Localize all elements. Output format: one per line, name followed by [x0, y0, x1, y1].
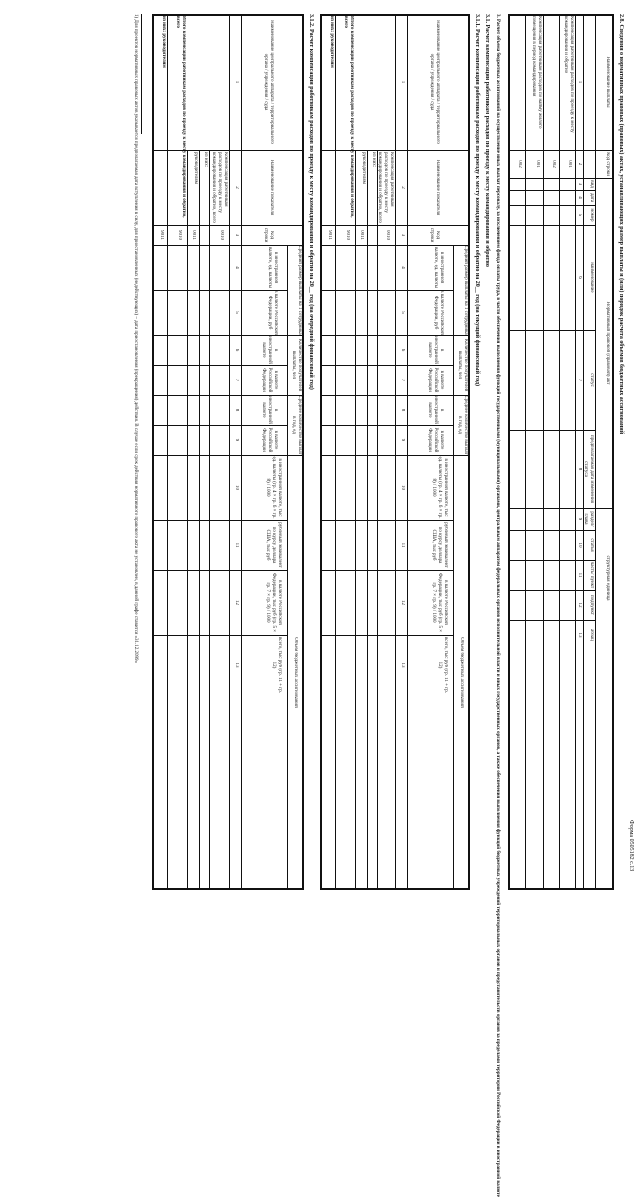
- t1-h-vid: вид: [589, 180, 594, 188]
- t3-h-foreign: в иностранной валюте: [261, 336, 278, 364]
- t2-header-cnt: Количество получателей выплаты, чел: [457, 338, 468, 392]
- t3-col-9: 9: [234, 438, 239, 442]
- t3-h-rub: в валюте Российской Федерации, руб: [267, 290, 278, 335]
- form-number: Форма 0505182 с.13: [628, 820, 634, 872]
- t2-h-usd: в иностранной валюте, тыс ед. валюты (гр. 4 × гр. 6 × гр. 8) / 1000: [431, 456, 448, 519]
- t1-col-1: 1: [577, 80, 582, 84]
- t1-col-8: 8: [577, 467, 582, 471]
- t2-h-cur: в иностранной валюте, ед. валюты: [433, 246, 444, 289]
- t2-col-8: 8: [400, 408, 405, 412]
- t3-row-heads-code: 0011: [191, 230, 196, 240]
- t2-row-total-name: Компенсация работникам расходов по проезду к месту командирования и обратно, всего: [377, 152, 394, 223]
- section-2-8-title: 2.8. Сведения о нормативных правовых (правовых) актах, устанавливающих размер выплаты и (или) порядок расчета объемов бюджетных ассигнований: [618, 14, 624, 435]
- footnote: 1) Для проектов нормативных правовых актов указывается предполагаемая дата вступления в силу, для приостановленных (недействующих) – дата приостановления (прекращения) действия. В случае если срок действия нормативного правового акта не установлен, в данной графе ставится «31.12.2099»: [133, 14, 138, 664]
- t1-row-1-name: Компенсация работникам расходов по проезду к месту командирования и обратно: [563, 16, 574, 133]
- t1-col-10: 10: [577, 542, 582, 548]
- t2-col-12: 12: [400, 600, 405, 605]
- t3-col-6: 6: [234, 348, 239, 352]
- t2-header-qty: Среднее количество выплат в год, ед: [457, 395, 468, 455]
- t3-h-usd: в иностранной валюте, тыс ед. валюты (гр. 4 × гр. 6 × гр. 8) / 1000: [265, 456, 282, 519]
- t2-col-3: 3: [400, 233, 405, 237]
- t2-col-9: 9: [400, 438, 405, 442]
- t3-col-7: 7: [234, 378, 239, 382]
- t1-row-4-code: 002: [517, 160, 522, 168]
- t1-h-section: раздел/ глава: [583, 511, 594, 527]
- t1-col-12: 12: [577, 602, 582, 608]
- t1-h-part: часть/ пункт: [589, 561, 594, 589]
- t3-header-avg: Средний размер выплаты на 1 сотрудника: [297, 245, 302, 335]
- t3-row-ofwhich: из них:: [203, 152, 208, 168]
- t1-col-9: 9: [577, 517, 582, 521]
- t3-row-itogo-heads-name: из них: руководителям: [161, 16, 166, 68]
- t1-h-change: предполагаемая дата изменения статуса: [583, 435, 594, 503]
- t1-col-6: 6: [577, 276, 582, 279]
- t1-row-3-code: 001: [535, 160, 540, 168]
- section-3-1-1-title: 3.1.1. Расчет компенсации работникам расходов по проезду к месту командирования и обратно на 20__ год (на текущий финансовый год): [474, 14, 480, 386]
- t3-header-vol: Объем бюджетных ассигнований: [293, 637, 298, 708]
- t3-header-org: Наименование центрального аппарата / территориального органа / учреждения / суда: [263, 20, 274, 144]
- t2-header-code: Код строки: [429, 227, 440, 243]
- t1-row-2-code: 002: [551, 160, 556, 168]
- t3-h-rubeq: рублевый эквивалент по курсу доллара США, тыс руб: [265, 522, 282, 568]
- t1-header-code: Код строки: [605, 152, 610, 176]
- t1-col-13: 13: [577, 632, 582, 638]
- t1-col-4: 4: [577, 196, 582, 199]
- t2-col-4: 4: [400, 266, 405, 269]
- t2-col-1: 1: [400, 80, 405, 84]
- t2-header-name: Наименование показателя: [435, 159, 440, 216]
- t3-header-code: Код строки: [263, 227, 274, 243]
- t2-col-5: 5: [400, 311, 405, 314]
- t2-header-avg: Средний размер выплаты на 1 сотрудника: [463, 245, 468, 335]
- t2-row-heads-name: руководителям: [361, 152, 366, 184]
- t3-col-11: 11: [234, 542, 239, 548]
- t1-header-struct: структурная единица: [605, 555, 610, 601]
- t3-h-qty-rf: в валюте Российской Федерации: [261, 427, 278, 453]
- t2-col-11: 11: [400, 542, 405, 548]
- t3-h-rfvol: в валюте Российской Федерации, тыс руб (гр. 5 × гр. 7 × гр. 9) / 1000: [265, 572, 282, 633]
- t3-col-2: 2: [234, 186, 239, 189]
- t1-col-2: 2: [577, 162, 582, 166]
- t2-row-heads-code: 0011: [359, 230, 364, 240]
- t2-h-foreign: в иностранной валюте: [427, 336, 444, 364]
- t3-col-5: 5: [234, 311, 239, 314]
- t1-h-num: номер: [589, 208, 594, 222]
- t1-col-7: 7: [577, 378, 582, 382]
- section-3-1-2-title: 3.1.2. Расчет компенсации работникам расходов по проезду к месту командирования и обратно на 20__ год (на очередной финансовый год): [308, 14, 314, 390]
- t3-header-cnt: Количество получателей выплаты, чел: [291, 338, 302, 392]
- t1-col-11: 11: [577, 572, 582, 578]
- t1-header-act: Нормативный правовой (правовой) акт: [605, 301, 610, 385]
- t3-row-itogo-code: 9010: [177, 230, 182, 240]
- t2-row-itogo-heads-name: из них: руководителям: [329, 16, 334, 68]
- t3-col-4: 4: [234, 266, 239, 269]
- t3-h-rf: в валюте Российской Федерации: [261, 367, 278, 393]
- t2-h-rfvol: в валюте Российской Федерации, тыс руб (гр. 5 × гр. 7 × гр. 9) / 1000: [431, 572, 448, 633]
- t1-row-3-name: Компенсация работникам расходов по найму жилого помещения в период командирования: [531, 16, 542, 129]
- t3-col-3: 3: [234, 233, 239, 237]
- t2-row-itogo-name: Итого компенсации работникам расходов по проезду к месту командирования и обратно, всего: [343, 16, 354, 218]
- t3-col-13: 13: [234, 662, 239, 668]
- t1-h-title: наименование: [589, 262, 594, 293]
- t2-h-qty-foreign: в иностранной валюте: [427, 396, 444, 424]
- t2-h-total: всего, тыс руб (гр. 11 + гр. 12): [437, 636, 448, 694]
- t1-header-name: Наименование выплаты: [605, 56, 610, 108]
- t3-row-itogo-name: Итого компенсации работникам расходов по проезду к месту командирования и обратно, всего: [175, 16, 186, 218]
- t3-row-heads-name: руководителям: [193, 152, 198, 184]
- t1-h-sub: подпункт: [589, 595, 594, 615]
- t2-header-vol: Объем бюджетных ассигнований: [459, 637, 464, 708]
- t1-h-abz: абзац: [589, 629, 594, 641]
- t2-col-6: 6: [400, 348, 405, 352]
- t1-row-1-code: 001: [567, 160, 572, 168]
- t3-col-1: 1: [234, 80, 239, 84]
- t2-h-qty-rf: в валюте Российской Федерации: [427, 427, 444, 453]
- t1-h-article: статья: [589, 538, 594, 552]
- t3-h-total: всего, тыс руб (гр. 11 + гр. 12): [271, 636, 282, 694]
- t3-h-qty-foreign: в иностранной валюте: [261, 396, 278, 424]
- t2-h-rf: в валюте Российской Федерации: [427, 367, 444, 393]
- t3-row-itogo-heads-code: 9011: [159, 230, 164, 240]
- t2-col-13: 13: [400, 662, 405, 668]
- t3-col-8: 8: [234, 408, 239, 412]
- t1-col-3: 3: [577, 182, 582, 186]
- t3-col-12: 12: [234, 600, 239, 605]
- t2-header-org: Наименование центрального аппарата / территориального органа / учреждения / суда: [429, 20, 440, 144]
- t2-col-10: 10: [400, 485, 405, 490]
- t1-h-date: дата: [589, 192, 594, 203]
- t2-col-7: 7: [400, 378, 405, 382]
- t2-row-total-code: 0010: [385, 230, 390, 240]
- t3-header-qty: Среднее количество выплат в год, ед: [291, 395, 302, 455]
- table-acts: [508, 14, 614, 890]
- t2-row-ofwhich: из них:: [371, 152, 376, 168]
- t3-header-name: Наименование показателя: [269, 159, 274, 216]
- t2-col-2: 2: [400, 186, 405, 189]
- section-3-title: 3. Расчет объема бюджетных ассигнований на осуществление иных выплат персоналу, за исключением фонда оплаты труда, в части обеспечения выполнения функций государственными (муниципальными) органами, центральным аппаратом федеральных органов исполнительной власти и иных государственных органов, а также обеспечения выполнения функций бюджетных учреждений территориальных органов и представительств органов за пределами территории Российской Федерации в иностранной валюте: [495, 14, 500, 1197]
- t3-col-10: 10: [234, 485, 239, 490]
- t2-h-rub: в валюте Российской Федерации, руб: [433, 290, 444, 335]
- t2-h-rubeq: рублевый эквивалент по курсу доллара США, тыс руб: [431, 522, 448, 568]
- t3-row-total-name: Компенсация работникам расходов по проезду к месту командирования и обратно, всего: [211, 152, 228, 223]
- t1-h-status: статус: [589, 373, 594, 387]
- t2-row-itogo-heads-code: 9011: [327, 230, 332, 240]
- section-3-1-title: 3.1. Расчет компенсации работникам расходов по проезду к месту командирования и обратно: [484, 14, 490, 267]
- t2-row-itogo-code: 9010: [345, 230, 350, 240]
- t1-col-5: 5: [577, 213, 582, 217]
- t3-row-total-code: 0010: [219, 230, 224, 240]
- t3-h-cur: в иностранной валюте, ед. валюты: [267, 246, 278, 289]
